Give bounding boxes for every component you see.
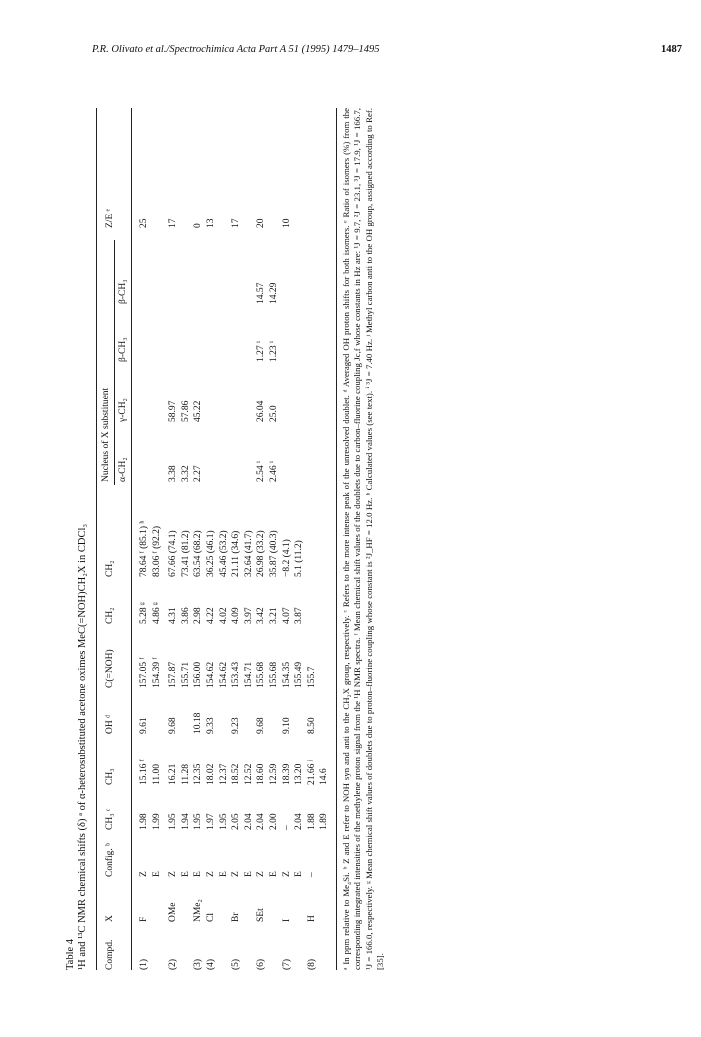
table-cell-ch3b: 16.21: [168, 763, 179, 785]
table-cell-ch3a: 1.98: [139, 813, 149, 830]
table-cell-ch3a: 1.95: [218, 813, 229, 830]
table-cell-ch2b: 67.66 (74.1): [168, 530, 179, 577]
table-cell-config: E: [294, 871, 305, 877]
column-header-beta-ch3-2: β-CH₃: [118, 279, 128, 304]
table-cell-ch3b: 15.16 ᶠ: [139, 759, 149, 785]
table-cell-ch3b: 13.20: [294, 763, 305, 785]
table-cell-config: Z: [168, 871, 179, 877]
table-cell-cnoh: 155.7: [306, 666, 317, 688]
table-cell-oh: 9.10: [281, 717, 292, 734]
page-number: 1487: [661, 44, 682, 55]
table-cell-cnoh: 156.00: [193, 661, 204, 688]
journal-citation: P.R. Olivato et al./Spectrochimica Acta Part A 51 (1995) 1479–1495: [92, 44, 380, 55]
table-cell-ch2b: 36.25 (46.1): [206, 530, 216, 577]
column-header-ze: Z/E ᵉ: [105, 208, 115, 228]
table-cell-ze: 10: [281, 218, 292, 228]
column-header-x: X: [105, 915, 115, 922]
table-cell-ch2b: 63.54 (68.2): [193, 530, 204, 577]
table-cell-ch2a: 3.42: [256, 607, 267, 624]
table-cell-x: NMe₂: [193, 899, 204, 922]
table-cell-compd: (3): [193, 958, 204, 970]
table-cell-ch3a: 1.94: [180, 813, 191, 830]
table-cell-ch3a: 1.97: [206, 813, 216, 830]
table-cell-config: E: [243, 871, 254, 877]
table-cell-ch3b: 21.66 ʲ: [306, 759, 317, 785]
table-cell-gamma: 57.86: [180, 400, 191, 422]
table-cell-alpha: 2.54 ⁱ: [256, 461, 267, 482]
table-cell-oh: 9.68: [256, 717, 267, 734]
table-cell-x: OMe: [168, 902, 179, 922]
table-cell-ch2b: 78.64 ᶠ (85.1) ʰ: [139, 520, 149, 577]
table-cell-ze: 17: [231, 218, 242, 228]
nucleus-group-rule: [114, 240, 115, 485]
table-cell-gamma: 45.22: [193, 400, 204, 422]
table-cell-ch2b: −8.2 (4.1): [281, 539, 292, 577]
table-cell-config: Z: [281, 871, 292, 877]
table-cell-compd: (1): [139, 958, 149, 970]
table-cell-ch2a: 3.86: [180, 607, 191, 624]
column-group-header-nucleus: Nucleus of X substituent: [101, 387, 111, 482]
table-cell-config: Z: [256, 871, 267, 877]
table-cell-ze: 13: [206, 218, 216, 228]
table-cell-ch3b: 18.39: [281, 763, 292, 785]
table-cell-ch3a: 2.04: [294, 813, 305, 830]
table-cell-ch3a: 1.95: [168, 813, 179, 830]
table-cell-compd: (5): [231, 958, 242, 970]
table-cell-ch3b: 12.59: [269, 763, 279, 785]
table-cell-ch2a: 4.02: [218, 607, 229, 624]
table-cell-compd: (2): [168, 958, 179, 970]
table-cell-cnoh: 154.35: [281, 661, 292, 688]
table-cell-ch3a: 2.00: [269, 813, 279, 830]
column-header-config: Config. ᵇ: [105, 842, 115, 877]
table-cell-ch3a: 1.99: [151, 813, 162, 830]
table-cell-ch3b: 18.02: [206, 763, 216, 785]
table-cell-beta2: 14.57: [256, 282, 267, 304]
table-cell-ch2b: 5.1 (11.2): [294, 540, 305, 577]
table-cell-compd: (8): [306, 958, 317, 970]
table-cell-alpha: 3.32: [180, 465, 191, 482]
table-cell-ch2a: 2.98: [193, 607, 204, 624]
table-cell-ch2b: 35.87 (40.3): [269, 530, 279, 577]
table-cell-beta1: 1.27 ⁱ: [256, 341, 267, 362]
table-cell-x: F: [139, 916, 149, 922]
column-header-beta-ch3: β-CH₃: [118, 337, 128, 362]
table-cell-ch2a: 4.22: [206, 607, 216, 624]
table-cell-ch3b: 14.6: [319, 768, 330, 785]
table-cell-config: E: [151, 871, 162, 877]
column-header-ch3b: CH₃: [105, 768, 115, 785]
top-rule: [96, 108, 97, 970]
table-4: [65, 70, 395, 970]
table-cell-ch2b: 26.98 (33.2): [256, 530, 267, 577]
table-cell-cnoh: 154.62: [218, 661, 229, 688]
table-cell-oh: 9.23: [231, 717, 242, 734]
rotated-table-area: [65, 70, 395, 970]
table-cell-ch2a: 4.31: [168, 607, 179, 624]
table-cell-x: H: [306, 915, 317, 922]
table-cell-config: E: [180, 871, 191, 877]
table-footnotes: ᵃ In ppm relative to Me₄Si. ᵇ Z and E refer to NOH syn and anti to the CH₂X group, respectively. ᶜ Refers to the more intense peak of the unresolved doublet. ᵈ Averaged OH proton shifts for both isomers. ᵉ Ratio of isomers (%) from the corresponding integrated intensities of the methylene proton signal from the ¹H NMR spectra. ᶠ Mean chemical shift values of the doublets due to carbon–fluorine coupling Jc,f whose constants in Hz are: ¹J = 9.7, ²J = 23.1, ³J = 17.9, ¹J = 166.7, ¹J = 166.0, respectively. ᵍ Mean chemical shift values of doublets due to proton–fluorine coupling whose constant is ²J_HF = 12.0 Hz. ʰ Calculated values (see text). ⁱ ³J = 7.40 Hz. ʲ Methyl carbon anti to the OH group, assigned according to Ref. [35].: [341, 108, 386, 970]
column-header-ch3a: CH₃ ᶜ: [105, 808, 115, 830]
column-header-ch2b: CH₂: [105, 560, 115, 577]
table-cell-x: I: [281, 918, 292, 922]
header-rule: [131, 108, 132, 970]
table-cell-ch2b: 32.64 (41.7): [243, 530, 254, 577]
table-cell-ch3a: 2.05: [231, 813, 242, 830]
table-cell-cnoh: 157.05 ᶠ: [139, 657, 149, 688]
table-cell-cnoh: 155.68: [256, 661, 267, 688]
table-cell-beta2: 14.29: [269, 282, 279, 304]
table-cell-ch3a: 1.95: [193, 813, 204, 830]
table-cell-cnoh: 155.68: [269, 661, 279, 688]
table-cell-gamma: 25.0: [269, 405, 279, 422]
table-cell-compd: (6): [256, 958, 267, 970]
table-cell-ch2b: 73.41 (81.2): [180, 530, 191, 577]
table-cell-config: Z: [206, 871, 216, 877]
table-cell-cnoh: 155.49: [294, 661, 305, 688]
running-header: [92, 44, 682, 60]
table-cell-ze: 25: [139, 218, 149, 228]
table-cell-config: E: [269, 871, 279, 877]
table-caption: ¹H and ¹³C NMR chemical shifts (δ) ᵃ of α-heterosubstituted acetone oximes MeC(=NOH)CH₂X in CDCl₃: [77, 523, 88, 970]
table-cell-cnoh: 157.87: [168, 661, 179, 688]
table-cell-oh: 8.50: [306, 717, 317, 734]
column-header-cnoh: C(=NOH): [105, 649, 115, 688]
table-cell-ze: 17: [168, 218, 179, 228]
table-cell-compd: (7): [281, 958, 292, 970]
table-cell-ch2a: 3.21: [269, 607, 279, 624]
table-cell-ch2a: 3.97: [243, 607, 254, 624]
column-header-ch2a: CH₂: [105, 607, 115, 624]
table-cell-alpha: 2.46 ⁱ: [269, 461, 279, 482]
table-cell-beta1: 1.23 ⁱ: [269, 341, 279, 362]
table-cell-alpha: 3.38: [168, 465, 179, 482]
column-header-alpha-ch2: α-CH₂: [118, 457, 128, 482]
column-header-oh: OH ᵈ: [105, 714, 115, 734]
table-cell-ch3b: 11.00: [151, 763, 162, 785]
table-cell-config: –: [306, 872, 317, 877]
table-cell-config: Z: [231, 871, 242, 877]
table-cell-ch3b: 18.60: [256, 763, 267, 785]
table-cell-ch2a: 4.09: [231, 607, 242, 624]
table-cell-ch3b: 18.52: [231, 763, 242, 785]
table-caption-block: [65, 524, 89, 970]
table-cell-ch2b: 45.46 (53.2): [218, 530, 229, 577]
table-cell-oh: 9.61: [139, 717, 149, 734]
table-cell-ch3b: 12.37: [218, 763, 229, 785]
table-cell-ze: 20: [256, 218, 267, 228]
table-cell-cnoh: 155.71: [180, 661, 191, 688]
table-cell-x: SEt: [256, 908, 267, 922]
table-cell-ch3a: 1.89: [319, 813, 330, 830]
bottom-rule: [336, 108, 337, 970]
table-cell-x: Cl: [206, 913, 216, 922]
column-header-gamma-ch2: γ-CH₂: [118, 398, 128, 422]
table-cell-cnoh: 154.71: [243, 661, 254, 688]
table-cell-config: Z: [139, 871, 149, 877]
table-cell-gamma: 58.97: [168, 400, 179, 422]
table-cell-alpha: 2.27: [193, 465, 204, 482]
table-cell-ch3a: –: [281, 825, 292, 830]
table-cell-ch3b: 11.28: [180, 763, 191, 785]
column-header-compd: Compd.: [105, 939, 115, 970]
table-cell-ch2b: 83.06 ᶠ (92.2): [151, 525, 162, 577]
table-cell-ch2a: 4.07: [281, 607, 292, 624]
table-cell-cnoh: 154.39 ᶠ: [151, 657, 162, 688]
table-cell-oh: 10.18: [193, 712, 204, 734]
table-cell-ch2a: 3.87: [294, 607, 305, 624]
table-cell-oh: 9.33: [206, 717, 216, 734]
table-cell-ch3a: 1.88: [306, 813, 317, 830]
table-cell-cnoh: 154.62: [206, 661, 216, 688]
table-cell-ch3a: 2.04: [243, 813, 254, 830]
table-cell-cnoh: 153.43: [231, 661, 242, 688]
table-cell-ch3a: 2.04: [256, 813, 267, 830]
table-cell-ch2a: 4.86 ᵍ: [151, 602, 162, 624]
table-label: Table 4: [65, 938, 76, 970]
table-cell-compd: (4): [206, 958, 216, 970]
table-cell-ch3b: 12.52: [243, 763, 254, 785]
table-cell-ch3b: 12.35: [193, 763, 204, 785]
table-cell-config: E: [218, 871, 229, 877]
table-cell-gamma: 26.04: [256, 400, 267, 422]
table-cell-oh: 9.68: [168, 717, 179, 734]
table-cell-x: Br: [231, 912, 242, 922]
table-cell-ze: 0: [193, 223, 204, 228]
table-cell-ch2a: 5.28 ᵍ: [139, 602, 149, 624]
table-cell-ch2b: 21.11 (34.6): [231, 530, 242, 577]
table-cell-config: E: [193, 871, 204, 877]
